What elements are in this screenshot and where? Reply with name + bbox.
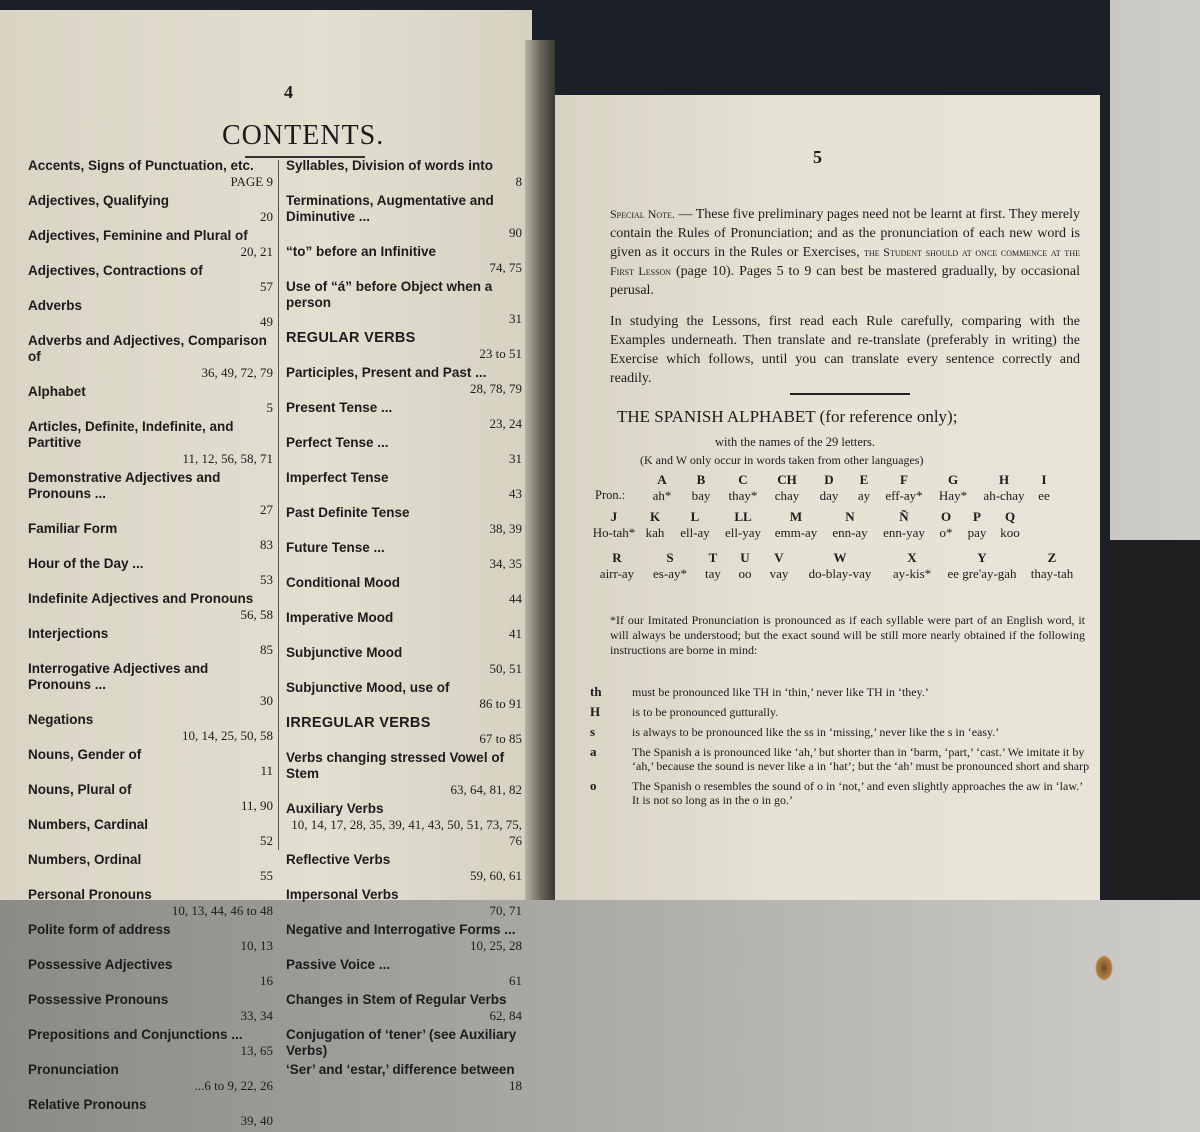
entry-pages: 67 to 85 <box>479 731 522 746</box>
contents-entry <box>286 801 522 849</box>
rule-text: The Spanish o resembles the sound of o in ‘not,’ and even slightly approaches the aw in ‘law.’ It is not so long as in the o in go.’ <box>632 779 1083 807</box>
entry-title: Negations <box>28 712 94 727</box>
alphabet-cell: N <box>845 509 855 524</box>
alphabet-cell: ell-yay <box>724 525 762 540</box>
pronunciation-rule <box>590 685 1090 699</box>
entry-title: REGULAR VERBS <box>286 330 416 346</box>
entry-title: Nouns, Plural of <box>28 782 132 797</box>
entry-title: Subjunctive Mood <box>286 645 403 660</box>
entry-title: Indefinite Adjectives and Pronouns <box>28 591 254 606</box>
contents-entry <box>28 556 273 588</box>
contents-entry <box>286 715 522 747</box>
alphabet-cell: P <box>973 509 981 524</box>
entry-title: IRREGULAR VERBS <box>286 715 431 731</box>
contents-entry <box>28 747 273 779</box>
alphabet-cell: Ho-tah* <box>592 525 636 540</box>
alphabet-cell: D <box>824 472 834 487</box>
alphabet-cell: LL <box>734 509 752 524</box>
contents-entry <box>286 610 522 642</box>
entry-pages: 63, 64, 81, 82 <box>450 782 522 797</box>
contents-entry <box>28 298 273 330</box>
pronunciation-rule <box>590 745 1090 773</box>
entry-title: Adjectives, Qualifying <box>28 193 170 208</box>
entry-title: Accents, Signs of Punctuation, etc. <box>28 158 254 173</box>
contents-entry <box>28 887 273 919</box>
right-page <box>555 95 1100 900</box>
alphabet-row-2-letters <box>590 509 1026 525</box>
alphabet-cell: vay <box>769 566 789 581</box>
entry-title: Numbers, Ordinal <box>28 852 142 867</box>
special-note-caps: the Student should at once commence at the First Lesson <box>610 245 1080 278</box>
entry-pages: 61 <box>509 973 522 988</box>
rule-symbol: th <box>590 684 602 699</box>
alphabet-cell: ay-kis* <box>892 566 932 581</box>
contents-entry <box>286 1062 522 1094</box>
entry-pages: 39, 40 <box>240 1113 273 1128</box>
alphabet-cell: eff-ay* <box>885 488 923 503</box>
alphabet-subtitle: with the names of the 29 letters. <box>715 435 876 449</box>
entry-pages: 33, 34 <box>240 1008 273 1023</box>
entry-title: Present Tense ... <box>286 400 393 415</box>
contents-entry <box>286 540 522 572</box>
entry-title: Changes in Stem of Regular Verbs <box>286 992 507 1007</box>
entry-pages: 41 <box>509 626 522 641</box>
entry-pages: 36, 49, 72, 79 <box>201 365 273 380</box>
pronunciation-rule <box>590 705 1090 719</box>
contents-entry <box>28 228 273 260</box>
page-title: CONTENTS. <box>222 120 385 151</box>
alphabet-cell: ell-ay <box>680 525 710 540</box>
entry-pages: 13, 65 <box>240 1043 273 1058</box>
contents-entry <box>28 992 273 1024</box>
contents-entry <box>28 852 273 884</box>
entry-title: Future Tense ... <box>286 540 385 555</box>
contents-entry <box>286 922 522 954</box>
alphabet-cell: es-ay* <box>653 566 687 581</box>
special-note-end: (page 10). Pages 5 to 9 can best be mastered gradually, by occasional perusal. <box>610 264 1080 298</box>
entry-title: Syllables, Division of words into <box>286 158 494 173</box>
entry-pages: 11, 12, 56, 58, 71 <box>182 451 273 466</box>
contents-entry <box>286 750 522 798</box>
entry-pages: 20 <box>260 209 273 224</box>
entry-pages: 49 <box>260 314 273 329</box>
entry-title: Alphabet <box>28 384 86 399</box>
entry-pages: 31 <box>509 311 522 326</box>
pronunciation-rule <box>590 725 1090 739</box>
entry-pages: 16 <box>260 973 273 988</box>
entry-pages: 53 <box>260 572 273 587</box>
alphabet-row-2-names <box>590 525 1026 541</box>
contents-entry <box>28 957 273 989</box>
entry-title: Imperative Mood <box>286 610 394 625</box>
alphabet-cell: kah <box>645 525 665 540</box>
contents-entry <box>28 661 273 709</box>
entry-pages: 23 to 51 <box>479 346 522 361</box>
entry-pages: 18 <box>509 1078 522 1093</box>
entry-title: Perfect Tense ... <box>286 435 389 450</box>
entry-title: Negative and Interrogative Forms ... <box>286 922 516 937</box>
alphabet-cell: Q <box>1004 509 1016 524</box>
contents-entry <box>286 244 522 276</box>
pronunciation-footnote: *If our Imitated Pronunciation is pronounced as if each syllable were part of an English word, it will always be understood; but the exact sound will be still more nearly obtained if the following instructions are borne in mind: <box>610 613 1085 657</box>
alphabet-cell: C <box>738 472 748 487</box>
entry-title: ‘Ser’ and ‘estar,’ difference between <box>286 1062 515 1077</box>
rule-text: is always to be pronounced like the ss in ‘missing,’ never like the s in ‘easy.’ <box>632 725 1000 739</box>
alphabet-cell: do-blay-vay <box>808 566 872 581</box>
rule-symbol: o <box>590 778 597 793</box>
entry-pages: 70, 71 <box>489 903 522 918</box>
entry-title: Impersonal Verbs <box>286 887 399 902</box>
contents-entry <box>28 521 273 553</box>
entry-pages: 31 <box>509 451 522 466</box>
entry-pages: 5 <box>266 400 273 415</box>
entry-pages: 11, 90 <box>240 798 273 813</box>
alphabet-cell: thay* <box>728 488 758 503</box>
alphabet-cell: CH <box>777 472 797 487</box>
alphabet-cell: bay <box>691 488 711 503</box>
alphabet-cell: T <box>708 550 718 565</box>
entry-title: Interjections <box>28 626 109 641</box>
rule-symbol: a <box>590 744 597 759</box>
entry-title: Adjectives, Feminine and Plural of <box>28 228 248 243</box>
entry-pages: 30 <box>260 693 273 708</box>
entry-title: Nouns, Gender of <box>28 747 142 762</box>
entry-pages: 50, 51 <box>489 661 522 676</box>
contents-entry <box>28 591 273 623</box>
entry-pages: 74, 75 <box>489 260 522 275</box>
stain-mark <box>1095 955 1113 981</box>
entry-pages: 56, 58 <box>240 607 273 622</box>
contents-entry <box>28 158 273 190</box>
entry-pages: 11 <box>260 763 273 778</box>
entry-title: Polite form of address <box>28 922 171 937</box>
alphabet-cell: R <box>612 550 622 565</box>
entry-pages: 38, 39 <box>489 521 522 536</box>
contents-entry <box>286 680 522 712</box>
entry-pages: 34, 35 <box>489 556 522 571</box>
contents-entry <box>28 712 273 744</box>
contents-entry <box>28 626 273 658</box>
alphabet-cell: ah-chay <box>983 488 1025 503</box>
contents-column-right <box>286 158 522 1097</box>
alphabet-cell: chay <box>774 488 800 503</box>
alphabet-row-1-letters <box>643 472 1057 488</box>
pron-label: Pron.: <box>595 488 626 502</box>
entry-pages: 62, 84 <box>489 1008 522 1023</box>
pronunciation-rules <box>590 685 1090 813</box>
entry-title: Terminations, Augmentative and Diminutive ... <box>286 193 494 224</box>
contents-entry <box>28 817 273 849</box>
contents-entry <box>28 419 273 467</box>
alphabet-row-1-names <box>643 488 1057 504</box>
entry-title: Relative Pronouns <box>28 1097 147 1112</box>
alphabet-cell: M <box>789 509 803 524</box>
entry-title: Conditional Mood <box>286 575 400 590</box>
alphabet-cell: S <box>666 550 674 565</box>
entry-pages: 23, 24 <box>489 416 522 431</box>
alphabet-cell: emm-ay <box>774 525 818 540</box>
alphabet-cell: oo <box>738 566 752 581</box>
contents-entry <box>28 470 273 518</box>
entry-title: Subjunctive Mood, use of <box>286 680 450 695</box>
entry-title: Hour of the Day ... <box>28 556 144 571</box>
entry-pages: 10, 14, 25, 50, 58 <box>182 728 273 743</box>
contents-entry <box>286 645 522 677</box>
entry-title: Adverbs <box>28 298 83 313</box>
alphabet-row-3-letters <box>590 550 1082 566</box>
contents-entry <box>28 1062 273 1094</box>
entry-pages: 59, 60, 61 <box>470 868 522 883</box>
alphabet-cell: ee <box>1038 488 1050 503</box>
alphabet-cell: Z <box>1047 550 1057 565</box>
entry-pages: 86 to 91 <box>479 696 522 711</box>
alphabet-cell: L <box>690 509 700 524</box>
contents-entry <box>286 158 522 190</box>
contents-entry <box>286 957 522 989</box>
entry-title: Adverbs and Adjectives, Comparison of <box>28 333 267 364</box>
pronunciation-rule <box>590 779 1090 807</box>
entry-pages: 10, 25, 28 <box>470 938 522 953</box>
alphabet-cell: Hay* <box>938 488 968 503</box>
entry-pages: 10, 13 <box>240 938 273 953</box>
entry-pages: 52 <box>260 833 273 848</box>
entry-pages: 20, 21 <box>240 244 273 259</box>
alphabet-cell: W <box>833 550 847 565</box>
alphabet-cell: V <box>774 550 784 565</box>
alphabet-cell: airr-ay <box>599 566 635 581</box>
entry-title: Numbers, Cardinal <box>28 817 149 832</box>
entry-title: Demonstrative Adjectives and Pronouns ... <box>28 470 221 501</box>
entry-pages: 27 <box>260 502 273 517</box>
entry-title: Familiar Form <box>28 521 118 536</box>
alphabet-cell: koo <box>1000 525 1020 540</box>
entry-title: “to” before an Infinitive <box>286 244 437 259</box>
entry-pages: ...6 to 9, 22, 26 <box>194 1078 273 1093</box>
entry-pages: 8 <box>515 174 522 189</box>
alphabet-cell: enn-yay <box>883 525 925 540</box>
contents-entry <box>28 384 273 416</box>
entry-title: Imperfect Tense <box>286 470 389 485</box>
entry-title: Reflective Verbs <box>286 852 391 867</box>
entry-title: Conjugation of ‘tener’ (see Auxiliary Verbs) <box>286 1027 517 1058</box>
alphabet-cell: thay-tah <box>1030 566 1074 581</box>
book-gutter <box>525 40 555 900</box>
rule-text: must be pronounced like TH in ‘thin,’ never like TH in ‘they.’ <box>632 685 929 699</box>
alphabet-cell: ah* <box>652 488 672 503</box>
alphabet-cell: F <box>900 472 908 487</box>
contents-entry <box>286 193 522 241</box>
contents-entry <box>286 1027 522 1059</box>
contents-entry <box>286 992 522 1024</box>
alphabet-row-3-names <box>590 566 1082 582</box>
alphabet-title: THE SPANISH ALPHABET (for reference only); <box>617 407 958 426</box>
contents-entry <box>28 193 273 225</box>
contents-entry <box>28 1097 273 1129</box>
alphabet-cell: E <box>859 472 869 487</box>
entry-title: Personal Pronouns <box>28 887 152 902</box>
contents-entry <box>286 887 522 919</box>
contents-entry <box>286 505 522 537</box>
alphabet-cell: ee gre'ay-gah <box>947 566 1017 581</box>
entry-title: Prepositions and Conjunctions ... <box>28 1027 243 1042</box>
alphabet-cell: A <box>657 472 667 487</box>
entry-pages: 44 <box>509 591 522 606</box>
alphabet-cell: H <box>998 472 1010 487</box>
entry-pages: 55 <box>260 868 273 883</box>
special-note <box>610 205 1080 300</box>
contents-entry <box>286 365 522 397</box>
alphabet-cell: X <box>907 550 917 565</box>
alphabet-cell: o* <box>939 525 953 540</box>
alphabet-cell: Ñ <box>899 509 909 524</box>
entry-title: Past Definite Tense <box>286 505 410 520</box>
alphabet-note: (K and W only occur in words taken from other languages) <box>640 453 924 467</box>
entry-pages: 28, 78, 79 <box>470 381 522 396</box>
contents-entry <box>286 470 522 502</box>
contents-entry <box>286 575 522 607</box>
special-note-label: Special Note. <box>610 207 675 221</box>
study-note: In studying the Lessons, first read each Rule carefully, comparing with the Examples underneath. Then translate and re-translate (preferably in writing) the Exercise which follows, until you can translate every sentence correctly and readily. <box>610 314 1080 386</box>
alphabet-cell: U <box>740 550 750 565</box>
alphabet-cell: Y <box>977 550 987 565</box>
contents-entry <box>28 333 273 381</box>
alphabet-cell: enn-ay <box>832 525 868 540</box>
contents-entry <box>286 435 522 467</box>
contents-entry <box>28 782 273 814</box>
entry-title: Possessive Pronouns <box>28 992 169 1007</box>
entry-title: Pronunciation <box>28 1062 119 1077</box>
contents-entry <box>28 263 273 295</box>
page-number: 4 <box>284 82 293 102</box>
column-divider <box>278 160 279 850</box>
section-rule <box>790 393 910 395</box>
alphabet-cell: I <box>1041 472 1047 487</box>
alphabet-cell: tay <box>705 566 721 581</box>
entry-pages: 43 <box>509 486 522 501</box>
contents-entry <box>28 922 273 954</box>
alphabet-cell: K <box>649 509 661 524</box>
contents-entry <box>286 400 522 432</box>
entry-pages: 90 <box>509 225 522 240</box>
entry-title: Participles, Present and Past ... <box>286 365 487 380</box>
entry-pages: 10, 13, 44, 46 to 48 <box>171 903 273 918</box>
contents-column-left <box>28 158 273 1132</box>
rule-symbol: s <box>590 724 596 739</box>
contents-entry <box>286 279 522 327</box>
alphabet-cell: B <box>696 472 706 487</box>
entry-title: Passive Voice ... <box>286 957 391 972</box>
left-page <box>0 10 532 1128</box>
entry-title: Possessive Adjectives <box>28 957 173 972</box>
rule-text: is to be pronounced gutturally. <box>632 705 779 719</box>
entry-pages: PAGE 9 <box>230 174 273 189</box>
entry-pages: 57 <box>260 279 273 294</box>
rule-text: The Spanish a is pronounced like ‘ah,’ but shorter than in ‘barm, ‘part,’ ‘cast.’ We imitate it by ‘ah,’ because the sound is never like a in ‘hat’; but the ‘ah’ must be pronounced short and sharp <box>632 745 1090 773</box>
rule-symbol: H <box>590 704 601 719</box>
entry-title: Adjectives, Contractions of <box>28 263 203 278</box>
alphabet-cell: ay <box>857 488 871 503</box>
entry-title: Interrogative Adjectives and Pronouns ... <box>28 661 209 692</box>
page-number: 5 <box>813 147 822 167</box>
contents-entry <box>28 1027 273 1059</box>
entry-title: Auxiliary Verbs <box>286 801 384 816</box>
contents-entry <box>286 852 522 884</box>
entry-title: Articles, Definite, Indefinite, and Partitive <box>28 419 234 450</box>
entry-title: Use of “á” before Object when a person <box>286 279 493 310</box>
entry-pages: 85 <box>260 642 273 657</box>
alphabet-cell: G <box>947 472 959 487</box>
entry-title: Verbs changing stressed Vowel of Stem <box>286 750 505 781</box>
alphabet-cell: day <box>819 488 839 503</box>
alphabet-cell: O <box>940 509 952 524</box>
entry-pages: 83 <box>260 537 273 552</box>
contents-entry <box>286 330 522 362</box>
special-note-text: — These five preliminary pages need not be learnt at first. They merely contain the Rules of Pronunciation; and as the pronunciation of each new word is given as it occurs in the Rules or Exercises, <box>610 207 1080 260</box>
alphabet-cell: J <box>610 509 618 524</box>
entry-pages: 10, 14, 17, 28, 35, 39, 41, 43, 50, 51, 73, 75, 76 <box>291 817 522 848</box>
alphabet-cell: pay <box>967 525 987 540</box>
